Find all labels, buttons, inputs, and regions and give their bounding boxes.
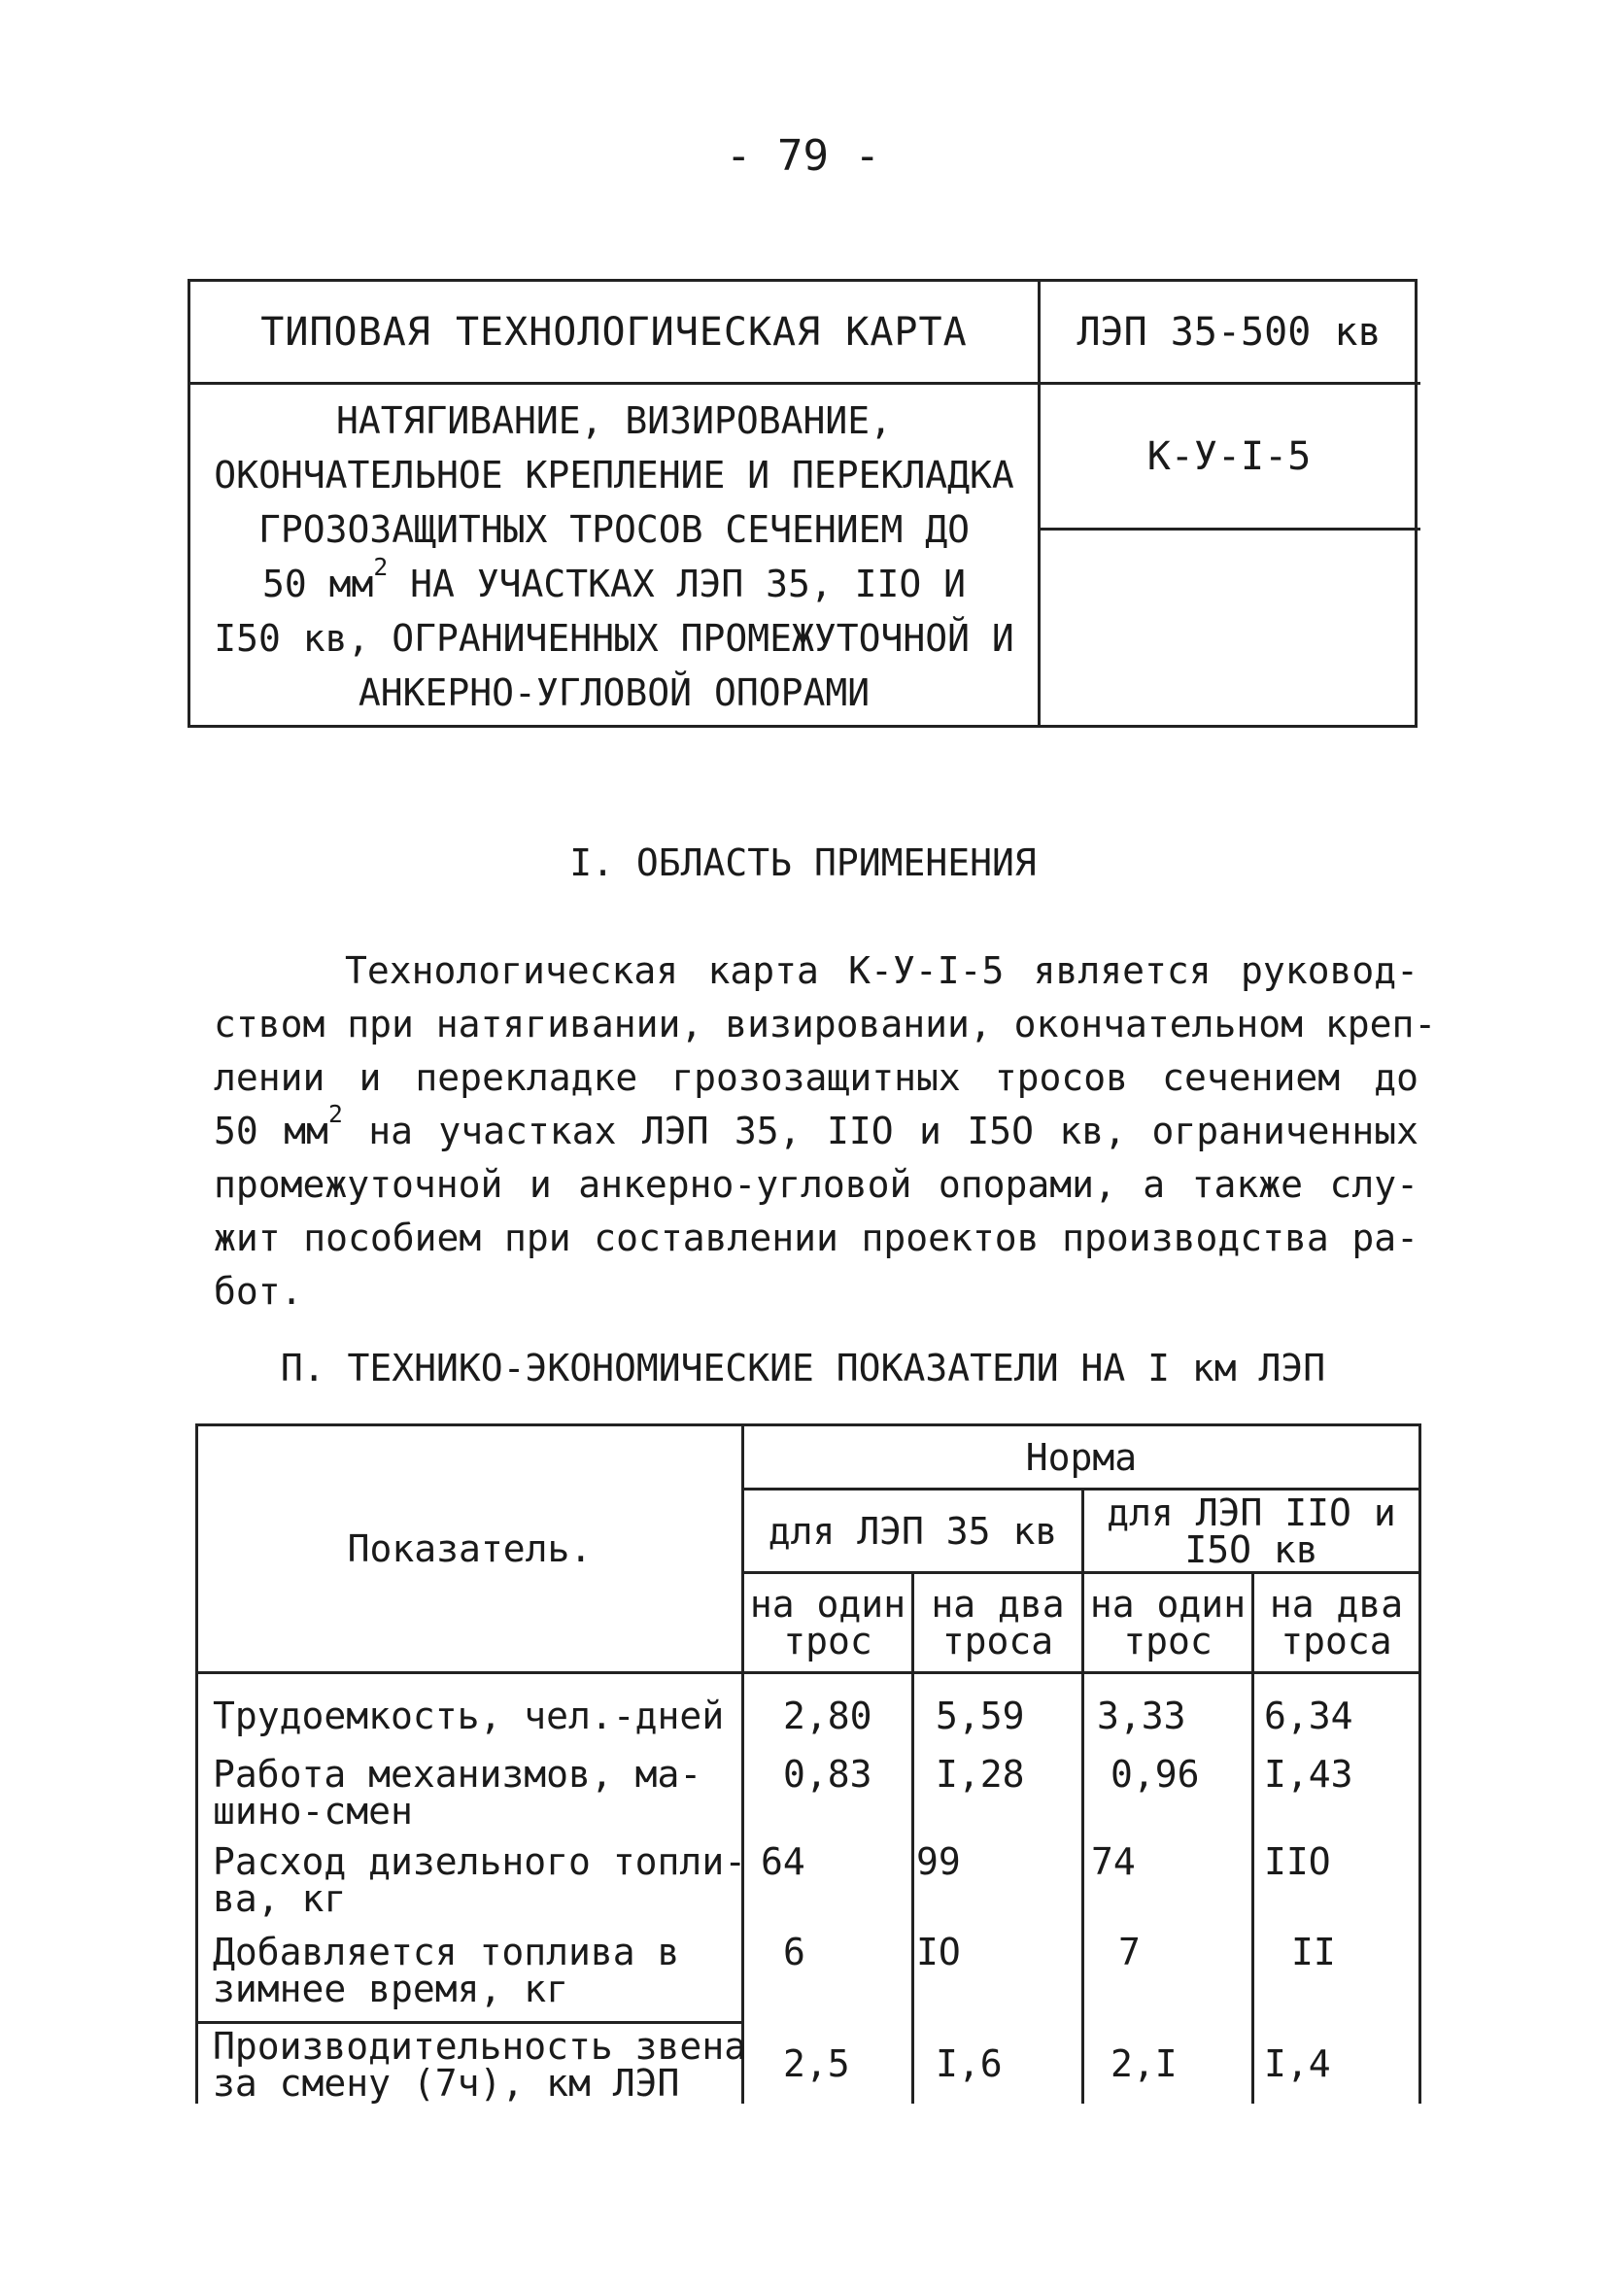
cell-value: 2,80 [783, 1695, 872, 1737]
cell-value: 0,96 [1111, 1753, 1200, 1796]
header-sub-line: на два [931, 1583, 1065, 1626]
header-sub-line: троса [1281, 1620, 1392, 1662]
cell-value: I,4 [1264, 2042, 1331, 2085]
section-heading-scope: I. ОБЛАСТЬ ПРИМЕНЕНИЯ [569, 841, 1037, 884]
section-heading-indicators: П. ТЕХНИКО-ЭКОНОМИЧЕСКИЕ ПОКАЗАТЕЛИ НА I км ЛЭП [280, 1347, 1326, 1389]
header-indicator: Показатель. [347, 1527, 593, 1570]
card-title-line: ГРОЗОЗАЩИТНЫХ ТРОСОВ СЕЧЕНИЕМ ДО [257, 507, 971, 551]
cell-value: 6,34 [1264, 1695, 1353, 1737]
header-group-110-150 [1084, 1491, 1418, 1571]
card-title-superscript: 2 [373, 552, 389, 581]
cell-value: 6 [783, 1931, 805, 1973]
paragraph-line: промежуточной и анкерно-угловой опорами, а также слу- [214, 1163, 1418, 1206]
cell-value: IIО [1264, 1840, 1331, 1883]
row-label: Добавляется топлива в зимнее время, кг [213, 1931, 680, 2010]
row-label: Производительность звена за смену (7ч), км ЛЭП [213, 2025, 747, 2105]
cell-value: 64 [761, 1840, 805, 1883]
card-title-line: ОКОНЧАТЕЛЬНОЕ КРЕПЛЕНИЕ И ПЕРЕКЛАДКА [214, 453, 1014, 497]
header-group-110-line: I5О кв [1184, 1527, 1318, 1571]
row-label: Расход дизельного топли- ва, кг [213, 1840, 747, 1920]
cell-value: II [1291, 1931, 1336, 1973]
row-label: Трудоемкость, чел.-дней [213, 1695, 725, 1737]
cell-value: 2,5 [783, 2042, 850, 2085]
header-sub-line: троса [941, 1620, 1054, 1662]
header-norm: Норма [1025, 1435, 1138, 1479]
card-code: К-У-I-5 [1146, 433, 1312, 479]
header-sub-two-cables-110 [1254, 1574, 1418, 1671]
table-row-divider [195, 2021, 741, 2024]
cell-value: 3,33 [1097, 1695, 1186, 1737]
paragraph-line: лении и перекладке грозозащитных тросов сечением до [214, 1056, 1418, 1099]
card-line-label: ЛЭП 35-500 кв [1076, 309, 1382, 355]
cell-value: I,6 [936, 2042, 1003, 2085]
card-title-line: НАТЯГИВАНИЕ, ВИЗИРОВАНИЕ, [336, 398, 892, 442]
card-title-line [261, 552, 967, 611]
card-title-segment: НА УЧАСТКАХ ЛЭП 35, IIО И [388, 562, 967, 605]
card-title-segment: 50 мм [261, 562, 374, 605]
card-title [190, 385, 1038, 728]
card-type-label: ТИПОВАЯ ТЕХНОЛОГИЧЕСКАЯ КАРТА [260, 309, 968, 355]
scope-paragraph [214, 944, 1437, 1319]
paragraph-segment: на участках ЛЭП 35, IIО и I5О кв, ограниченных [342, 1110, 1418, 1152]
cell-value: 5,59 [936, 1695, 1025, 1737]
cell-value: IО [916, 1931, 961, 1973]
paragraph-line: бот. [214, 1270, 303, 1313]
header-group-110-line: для ЛЭП IIО и [1107, 1491, 1396, 1534]
technological-card-header [188, 279, 1418, 728]
row-label: Работа механизмов, ма- шино-смен [213, 1753, 702, 1833]
table-border-right [1418, 1423, 1421, 2104]
card-title-line: АНКЕРНО-УГЛОВОЙ ОПОРАМИ [358, 670, 871, 714]
page-number: - 79 - [726, 131, 880, 181]
header-group-35: для ЛЭП 35 кв [768, 1509, 1058, 1553]
header-sub-line: трос [783, 1620, 872, 1662]
cell-value: 0,83 [783, 1753, 872, 1796]
table-header-bottom [195, 1671, 1421, 1674]
cell-value: 2,I [1111, 2042, 1178, 2085]
paragraph-line: ством при натягивании, визировании, окончательном креп- [214, 1003, 1437, 1045]
header-sub-two-cables-35 [914, 1574, 1081, 1671]
header-sub-line: на один [1089, 1583, 1247, 1626]
cell-value: I,43 [1264, 1753, 1353, 1796]
header-sub-line: трос [1123, 1620, 1213, 1662]
paragraph-segment: 50 мм [214, 1110, 328, 1152]
paragraph-superscript: 2 [327, 1099, 343, 1128]
header-sub-line: на один [749, 1583, 906, 1626]
paragraph-line: жит пособием при составлении проектов производства ра- [214, 1217, 1418, 1259]
header-sub-line: на два [1269, 1583, 1404, 1626]
header-sub-one-cable-35 [744, 1574, 911, 1671]
indicators-table [195, 1423, 1421, 2104]
cell-value: 99 [916, 1840, 961, 1883]
cell-value: 7 [1118, 1931, 1141, 1973]
paragraph-line [214, 1099, 1418, 1158]
card-title-line: I50 кв, ОГРАНИЧЕННЫХ ПРОМЕЖУТОЧНОЙ И [214, 616, 1014, 660]
header-sub-one-cable-110 [1084, 1574, 1251, 1671]
cell-value: I,28 [936, 1753, 1025, 1796]
card-empty-cell [1041, 531, 1418, 725]
cell-value: 74 [1091, 1840, 1136, 1883]
paragraph-line: Технологическая карта К-У-I-5 является руковод- [345, 949, 1418, 992]
